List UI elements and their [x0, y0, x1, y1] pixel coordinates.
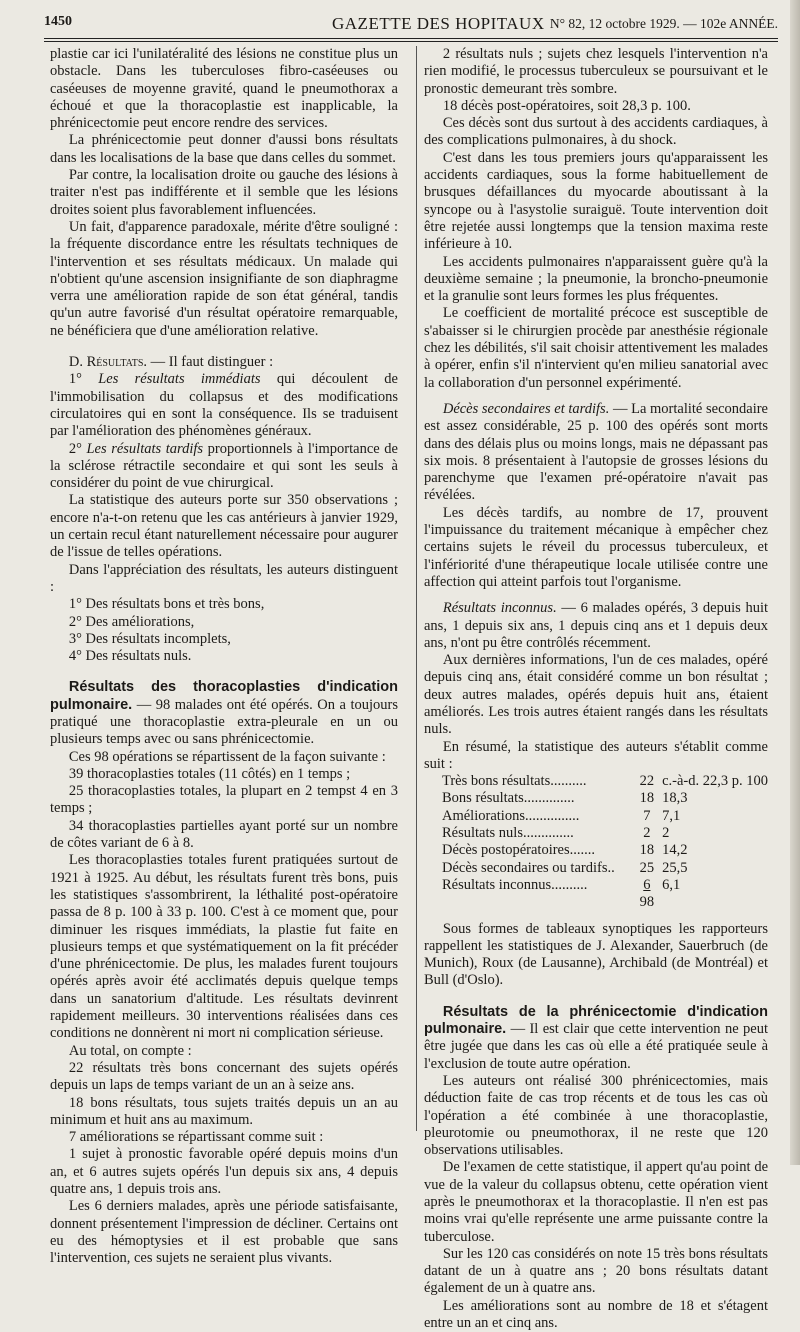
table-cell: 2: [643, 825, 651, 842]
header-rule: [44, 38, 778, 39]
table-cell: 6,1: [662, 876, 681, 893]
paragraph: 34 thoracoplasties partielles ayant porté sur un nombre de côtes variant de 6 à 8.: [50, 817, 398, 852]
paragraph: plastie car ici l'unilatéralité des lésions ne constitue plus un obstacle. Dans les tuberculoses fibro-caséeuses ou caséeuses de moyenne gravité, quand le pneumothorax a échoué et que la thoracoplastie est inapplicable, la phrénicectomie peut encore rendre des services.: [50, 46, 398, 132]
list-item: 4° Des résultats nuls.: [68, 648, 192, 665]
list-item: 1° Des résultats bons et très bons,: [68, 596, 265, 613]
section-title: Résultats des thoracoplasties d'indication pulmonaire.: [50, 679, 398, 713]
table-cell: Améliorations...............: [442, 807, 580, 824]
table-row: [442, 808, 768, 825]
emphasis: Les résultats immédiats: [98, 371, 261, 388]
table-cell: 22: [639, 773, 655, 790]
paragraph: 7 améliorations se répartissant comme suit :: [68, 1129, 324, 1146]
table-row: [442, 860, 768, 877]
paragraph: Par contre, la localisation droite ou gauche des lésions à traiter n'est pas indifférente et il semble que les lésions droites soient plus favorablement influencées.: [50, 167, 398, 218]
column-divider: [416, 46, 417, 1131]
paragraph: Les accidents pulmonaires n'apparaissent guère qu'à la deuxième semaine ; la pneumonie, la broncho-pneumonie et la granulie sont leurs formes les plus fréquentes.: [424, 253, 768, 305]
paragraph: 18 bons résultats, tous sujets traités depuis un an au minimum et huit ans au maximum.: [50, 1094, 398, 1128]
paragraph: Ces décès sont dus surtout à des accidents cardiaques, à des complications pulmonaires, à du shock.: [424, 115, 768, 149]
running-header: [44, 14, 778, 36]
section-title: Résultats de la phrénicectomie d'indication pulmonaire.: [424, 1003, 768, 1038]
table-cell: Décès secondaires ou tardifs..: [442, 859, 615, 876]
results-intro: D. Résultats. — Il faut distinguer :: [68, 354, 274, 371]
table-cell: c.-à-d. 22,3 p. 100: [662, 773, 768, 790]
table-total-row: [442, 894, 768, 911]
journal-title: GAZETTE DES HOPITAUX: [332, 14, 545, 33]
paragraph: Sous formes de tableaux synoptiques les rapporteurs rappellent les statistiques de J. Alexander, Sauerbruch (de Munich), Roux (de Lausanne), Archibald (de Montréal) et Bull (d'Oslo).: [424, 920, 768, 989]
table-row: [442, 825, 768, 842]
paragraph: 2 résultats nuls ; sujets chez lesquels l'intervention n'a rien modifié, le processus tuberculeux se poursuivant et le pronostic demeurant très sombre.: [424, 46, 768, 97]
table-total: 98: [639, 894, 655, 911]
section-thoracoplasty: Résultats des thoracoplasties d'indication pulmonaire. — 98 malades ont été opérés. On a toujours pratiqué une thoracoplastie extra-pleurale en un ou plusieurs temps avec ou sans phrénicectomie.: [50, 679, 398, 748]
header-rule-thin: [44, 41, 778, 42]
page-edge: [790, 0, 800, 1165]
table-row: [442, 842, 768, 859]
paragraph: 1 sujet à pronostic favorable opéré depuis moins d'un an, et 6 autres sujets opérés l'un depuis six ans, 4 depuis quatre ans, 1 depuis trois ans.: [50, 1146, 398, 1197]
paragraph: C'est dans les tous premiers jours qu'apparaissent les accidents cardiaques, sous la forme habituellement de brusques défaillances du myocarde aboutissant à la syncope ou à l'asystolie suraiguë. Toute intervention doit être rejetée aussi longtemps que la tension maxima reste inférieure à 10.: [424, 149, 768, 253]
paragraph: Le coefficient de mortalité précoce est susceptible de s'abaisser si le chirurgien procède par anesthésie régionale chez les débilités, s'il sait choisir attentivement les malades à opérer, enfin s'il n'intervient qu'en milieu sanatorial avec la collaboration d'un personnel expérimenté.: [424, 305, 768, 391]
emphasis: Décès secondaires et tardifs.: [442, 400, 610, 417]
paragraph: De l'examen de cette statistique, il appert qu'au point de vue de la valeur du collapsus obtenu, cette opération vient après le pneumothorax et la thoracoplastie. Il n'en est pas moins vrai qu'elle représente une arme puissante contre la tuberculose.: [424, 1159, 768, 1245]
table-cell: Résultats nuls..............: [442, 825, 574, 842]
paragraph: La phrénicectomie peut donner d'aussi bons résultats dans les localisations de la base que dans celles du sommet.: [50, 132, 398, 166]
table-cell: 6: [643, 876, 651, 893]
paragraph: En résumé, la statistique des auteurs s'établit comme suit :: [424, 738, 768, 772]
paragraph: La statistique des auteurs porte sur 350 observations ; encore n'a-t-on retenu que les cas antérieurs à janvier 1929, un certain recul étant naturellement nécessaire pour augurer de l'issue de telles opérations.: [50, 492, 398, 561]
left-column: [50, 46, 398, 1267]
paragraph: Ces 98 opérations se répartissent de la façon suivante :: [68, 748, 386, 765]
table-cell: Bons résultats..............: [442, 790, 575, 807]
results-table: [442, 773, 768, 911]
table-cell: 7,1: [662, 807, 681, 824]
paragraph: Au total, on compte :: [68, 1042, 192, 1059]
paragraph: Décès secondaires et tardifs. — La mortalité secondaire est assez considérable, 25 p. 100 des opérés sont morts dans des délais plus ou moins longs, mais ne dépassant pas six mois. 8 présentaient à l'autopsie de grosses lésions du parenchyme que l'examen pré-opératoire n'avait pas révélées.: [424, 400, 768, 504]
table-row: [442, 790, 768, 807]
right-column: [424, 46, 768, 1332]
table-cell: 7: [643, 807, 651, 824]
paragraph: Aux dernières informations, l'un de ces malades, opéré depuis cinq ans, était considéré comme un bon résultat ; deux autres malades, opérés depuis huit ans, étaient améliorés. Les trois autres étaient rangés dans les résultats nuls.: [424, 652, 768, 738]
issue-line: N° 82, 12 octobre 1929. — 102e ANNÉE.: [549, 16, 778, 31]
table-cell: Décès postopératoires.......: [442, 842, 596, 859]
table-cell: 25: [639, 859, 655, 876]
emphasis: Résultats inconnus.: [442, 600, 557, 617]
section-phrenicectomy: Résultats de la phrénicectomie d'indication pulmonaire. — Il est clair que cette intervention ne peut être jugée que dans les cas où elle a été pratiquée seule à l'exclusion de toute autre opération.: [424, 1003, 768, 1072]
table-cell: 25,5: [662, 859, 688, 876]
table-cell: 2: [662, 825, 670, 842]
results-heading: D. Résultats.: [68, 354, 148, 371]
page-number: 1450: [44, 14, 72, 29]
paragraph: Résultats inconnus. — 6 malades opérés, 3 depuis huit ans, 1 depuis six ans, 1 depuis cinq ans et 1 depuis deux ans, n'ont pu être contrôlés récemment.: [424, 600, 769, 651]
table-row: [442, 773, 768, 790]
paragraph: 18 décès post-opératoires, soit 28,3 p. 100.: [442, 97, 691, 114]
paragraph: Les thoracoplasties totales furent pratiquées surtout de 1921 à 1925. Au début, les résultats furent très bons, puis les statistiques s'assombrirent, la léthalité post-opératoire passa de 8 p. 100 à 33 p. 100. C'est à ce moment que, pour diminuer les risques immédiats, la plastie fut faite en plusieurs temps et que systématiquement on la fit précéder d'une phrénicectomie. De plus, les malades furent toujours opérés après avoir été acclimatés depuis quelque temps dans un sanatorium d'altitude. Les résultats devinrent rapidement meilleurs. 30 interventions réalisées dans ces conditions ne donnèrent ni mort ni complication sérieuse.: [50, 852, 398, 1042]
table-cell: 18: [639, 842, 655, 859]
paragraph: Un fait, d'apparence paradoxale, mérite d'être souligné : la fréquente discordance entre les résultats techniques de l'intervention et ses résultats médicaux. Un malade qui n'obtient qu'une ascension insignifiante de son diaphragme verra une amélioration rapide de son état général, tandis qu'un autre favorisé d'un résultat opératoire remarquable, ne bénéficiera que d'une amélioration relative.: [50, 218, 398, 339]
list-item: 1° Les résultats immédiats qui découlent de l'immobilisation du collapsus et des modifications circulatoires qui en sont la conséquence. Ils se traduisent par l'amélioration des phénomènes généraux.: [50, 371, 398, 440]
list-item: 2° Les résultats tardifs proportionnels à l'importance de la sclérose rétractile secondaire et qui sont les seuls à considérer du point de vue chirurgical.: [50, 440, 398, 492]
table-cell: 18: [639, 790, 655, 807]
paragraph: Les décès tardifs, au nombre de 17, prouvent l'impuissance du traitement mécanique à empêcher chez certains sujets le réveil du processus tuberculeux, et l'infériorité d'une thérapeutique locale utilisée contre une affection qui atteint parfois tout l'organisme.: [424, 504, 768, 590]
table-cell: Résultats inconnus..........: [442, 876, 588, 893]
paragraph: Les auteurs ont réalisé 300 phrénicectomies, mais déduction faite de cas trop récents et de tous les cas où l'opération a été combinée à une thoracoplastie, pleurotomie ou pneumothorax, il ne reste que 120 observations utilisables.: [424, 1072, 768, 1159]
table-cell: 18,3: [662, 790, 688, 807]
list-item: 2° Des améliorations,: [68, 613, 195, 630]
list-item: 3° Des résultats incomplets,: [68, 630, 231, 647]
paragraph: 39 thoracoplasties totales (11 côtés) en 1 temps ;: [68, 765, 351, 782]
paragraph: Les améliorations sont au nombre de 18 et s'étagent entre un an et cinq ans.: [424, 1297, 768, 1332]
paragraph: 25 thoracoplasties totales, la plupart en 2 tempst 4 en 3 temps ;: [50, 783, 398, 817]
paragraph: Les 6 derniers malades, après une période satisfaisante, donnent présentement l'impression de décliner. Certains ont eu des hémoptysies et il est probable que sans l'intervention, ces sujets ne seraient plus vivants.: [50, 1198, 398, 1267]
table-row: [442, 877, 768, 894]
table-cell: 14,2: [662, 842, 688, 859]
emphasis: Les résultats tardifs: [86, 440, 204, 457]
paragraph: 22 résultats très bons concernant des sujets opérés depuis un laps de temps variant de un an à seize ans.: [50, 1059, 398, 1094]
paragraph: Dans l'appréciation des résultats, les auteurs distinguent :: [50, 561, 398, 595]
paragraph: Sur les 120 cas considérés on note 15 très bons résultats datant de un à quatre ans ; 20 bons résultats datant également de un à quatre ans.: [424, 1245, 768, 1297]
table-cell: Très bons résultats..........: [442, 773, 587, 790]
